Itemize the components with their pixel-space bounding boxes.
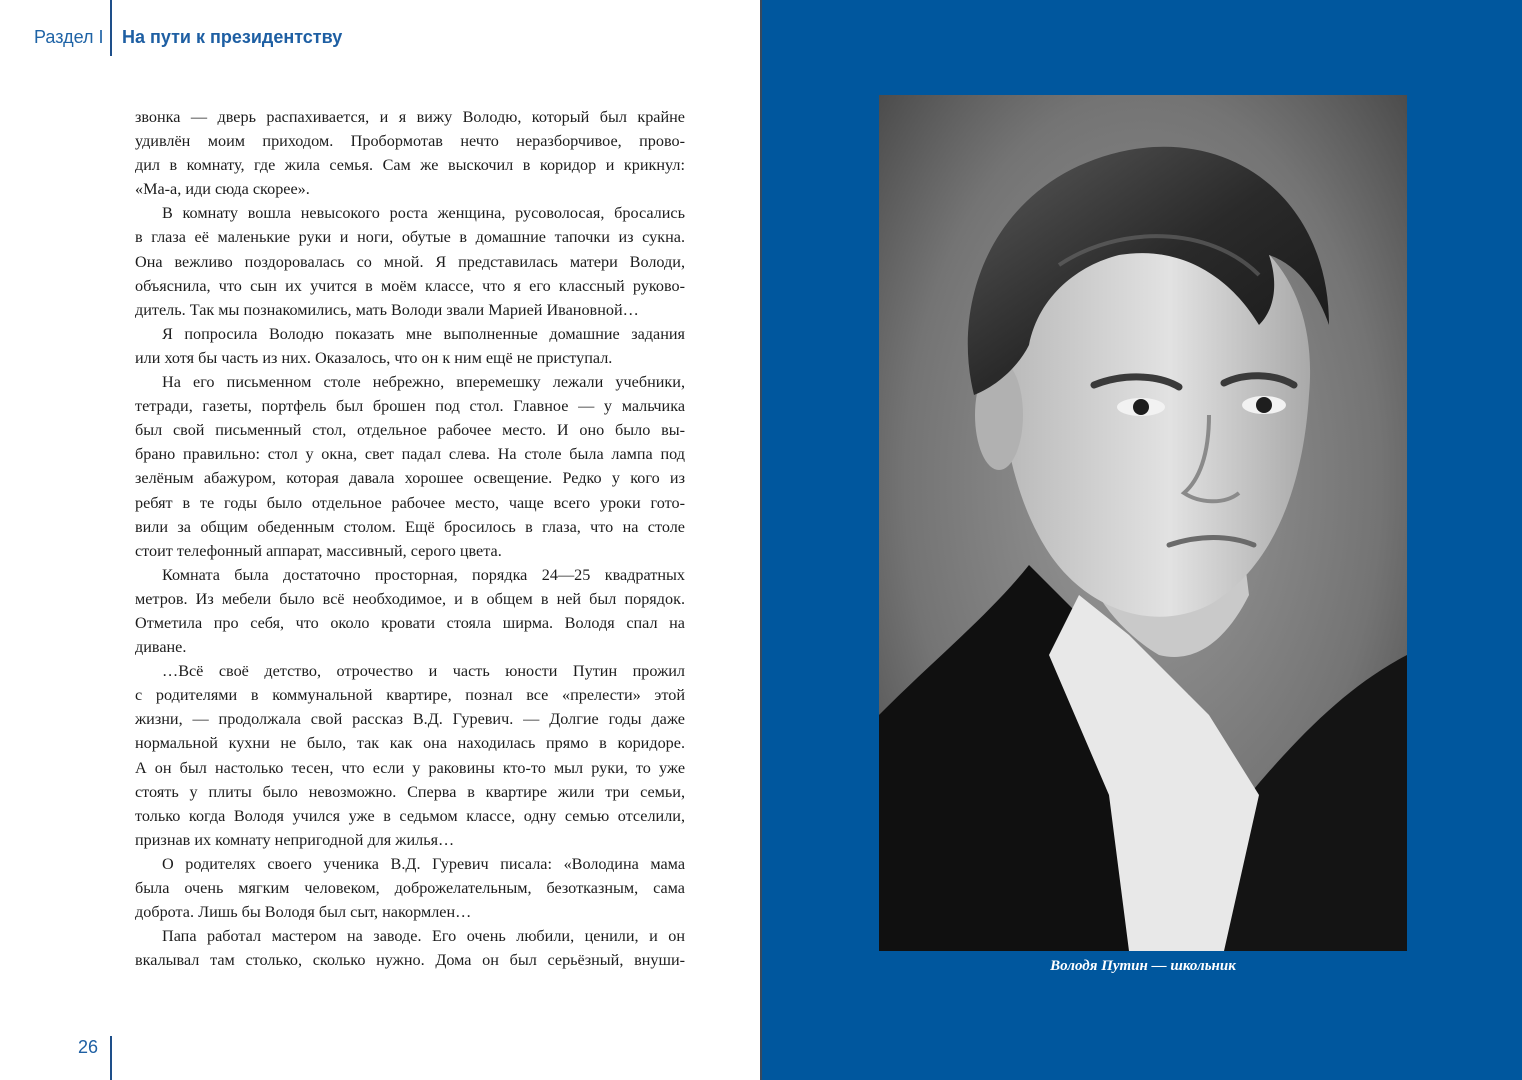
chapter-title: На пути к президентству xyxy=(122,27,343,47)
text-line: О родителях своего ученика В.Д. Гуревич писала: «Володина мама xyxy=(162,854,685,873)
text-line: объяснила, что сын их учится в моём классе, что я его классный руково- xyxy=(135,276,685,295)
right-page xyxy=(762,0,1522,1080)
text-line: в глаза её маленькие руки и ноги, обутые в домашние тапочки из сукна. xyxy=(135,228,685,247)
text-line: стоит телефонный аппарат, массивный, серого цвета. xyxy=(135,541,502,560)
footer-divider xyxy=(110,1036,112,1080)
portrait-photo xyxy=(879,95,1407,951)
text-line: …Всё своё детство, отрочество и часть юности Путин прожил xyxy=(162,662,685,681)
body-text xyxy=(135,105,685,972)
text-line: вкалывал там столько, сколько нужно. Дома он был серьёзный, внуши- xyxy=(135,951,685,970)
text-line: Папа работал мастером на заводе. Его очень любили, ценили, и он xyxy=(162,927,685,946)
text-line: только когда Володя учился уже в седьмом классе, одну семью отселили, xyxy=(135,806,685,825)
text-line: доброта. Лишь бы Володя был сыт, накормлен… xyxy=(135,903,472,922)
text-line: В комнату вошла невысокого роста женщина, русоволосая, бросались xyxy=(162,204,685,223)
text-line: жизни, — продолжала свой рассказ В.Д. Гуревич. — Долгие годы даже xyxy=(135,710,685,729)
text-line: На его письменном столе небрежно, вперемешку лежали учебники, xyxy=(162,373,685,392)
text-line: Я попросила Володю показать мне выполненные домашние задания xyxy=(162,324,685,343)
text-line: вили за общим обеденным столом. Ещё бросилось в глаза, что на столе xyxy=(135,517,685,536)
text-line: был свой письменный стол, отдельное рабочее место. И оно было вы- xyxy=(135,421,685,440)
text-line: А он был настолько тесен, что если у раковины кто-то мыл руки, то уже xyxy=(135,758,685,777)
text-line: метров. Из мебели было всё необходимое, и в общем в ней был порядок. xyxy=(135,589,685,608)
text-line: диване. xyxy=(135,638,187,657)
header-divider xyxy=(110,0,112,56)
text-line: или хотя бы часть из них. Оказалось, что он к ним ещё не приступал. xyxy=(135,348,613,367)
portrait-illustration xyxy=(879,95,1407,951)
text-line: была очень мягким человеком, доброжелательным, безотказным, сама xyxy=(135,879,685,897)
text-line: «Ма-а, иди сюда скорее». xyxy=(135,180,310,199)
text-line: Она вежливо поздоровалась со мной. Я представилась матери Володи, xyxy=(135,252,685,271)
text-line: зелёным абажуром, которая давала хорошее освещение. Редко у кого из xyxy=(135,469,685,488)
text-line: удивлён моим приходом. Пробормотав нечто неразборчивое, прово- xyxy=(135,132,685,151)
left-page xyxy=(0,0,760,1080)
text-line: признав их комнату непригодной для жилья… xyxy=(135,830,455,849)
photo-caption: Володя Путин — школьник xyxy=(1050,958,1236,974)
section-label: Раздел I xyxy=(34,27,104,47)
text-line: Комната была достаточно просторная, порядка 24—25 квадратных xyxy=(162,565,685,584)
text-line: звонка — дверь распахивается, и я вижу Володю, который был крайне xyxy=(135,108,685,126)
text-line: тетради, газеты, портфель был брошен под стол. Главное — у мальчика xyxy=(135,397,685,416)
text-line: брано правильно: стол у окна, свет падал слева. На столе была лампа под xyxy=(135,445,685,464)
text-line: нормальной кухни не было, так как она находилась прямо в коридоре. xyxy=(135,734,685,753)
page-number: 26 xyxy=(78,1037,99,1057)
text-line: стоять у плиты было невозможно. Сперва в квартире жили три семьи, xyxy=(135,782,685,801)
text-line: Отметила про себя, что около кровати стояла ширма. Володя спал на xyxy=(135,613,685,632)
text-line: с родителями в коммунальной квартире, познал все «прелести» этой xyxy=(135,686,685,705)
text-line: ребят в те годы было отдельное рабочее место, чаще всего уроки гото- xyxy=(135,493,685,512)
text-line: дил в комнату, где жила семья. Сам же выскочил в коридор и крикнул: xyxy=(135,156,685,175)
text-line: дитель. Так мы познакомились, мать Володи звали Марией Ивановной… xyxy=(135,300,639,319)
